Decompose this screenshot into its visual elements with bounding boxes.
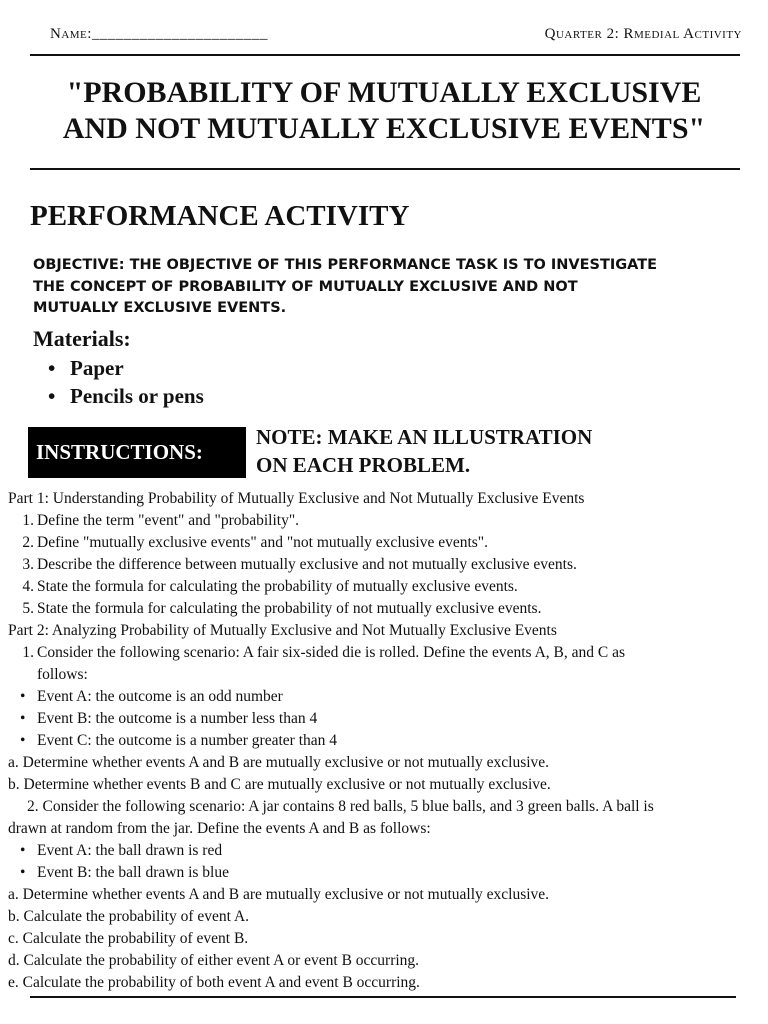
objective-line-1: OBJECTIVE: THE OBJECTIVE OF THIS PERFORMANCE TASK IS TO INVESTIGATE <box>33 257 658 273</box>
section-heading: PERFORMANCE ACTIVITY <box>30 200 410 232</box>
material-item-pencils: • Pencils or pens <box>48 382 204 410</box>
note-line-2: ON EACH PROBLEM. <box>256 453 471 477</box>
material-item-paper: • Paper <box>48 354 204 382</box>
q2-line-2: drawn at random from the jar. Define the events A and B as follows: <box>8 820 431 837</box>
title-line-2: AND NOT MUTUALLY EXCLUSIVE EVENTS" <box>62 112 706 145</box>
part2-title: Part 2: Analyzing Probability of Mutually Exclusive and Not Mutually Exclusive Events <box>8 622 557 639</box>
header-divider <box>30 54 740 56</box>
q2-line-1: 2. Consider the following scenario: A jar contains 8 red balls, 5 blue balls, and 3 green balls. A ball is <box>27 798 654 815</box>
q2-task-b: b. Calculate the probability of event A. <box>8 908 250 925</box>
q2-task-c: c. Calculate the probability of event B. <box>8 930 249 947</box>
objective-line-3: MUTUALLY EXCLUSIVE EVENTS. <box>33 300 287 316</box>
q1-task-b: b. Determine whether events B and C are mutually exclusive or not mutually exclusive. <box>8 776 551 793</box>
title-line-1: "PROBABILITY OF MUTUALLY EXCLUSIVE <box>66 76 702 109</box>
footer-divider <box>30 996 736 998</box>
materials-list <box>48 354 204 410</box>
instructions-label: INSTRUCTIONS: <box>28 427 246 478</box>
page-title <box>0 74 768 148</box>
q2-task-d: d. Calculate the probability of either event A or event B occurring. <box>8 952 420 969</box>
title-divider <box>30 168 740 170</box>
q1-continuation: follows: <box>37 666 88 683</box>
objective-line-2: THE CONCEPT OF PROBABILITY OF MUTUALLY EXCLUSIVE AND NOT <box>33 278 578 295</box>
note-text <box>256 423 592 479</box>
q2-task-e: e. Calculate the probability of both event A and event B occurring. <box>8 974 420 991</box>
note-line-1: NOTE: MAKE AN ILLUSTRATION <box>256 425 593 449</box>
q1-task-a: a. Determine whether events A and B are mutually exclusive or not mutually exclusive. <box>8 754 550 771</box>
objective-text <box>33 255 748 320</box>
quarter-label: Quarter 2: Rmedial Activity <box>544 26 742 42</box>
part1-title: Part 1: Understanding Probability of Mutually Exclusive and Not Mutually Exclusive Events <box>8 490 585 507</box>
q2-task-a: a. Determine whether events A and B are mutually exclusive or not mutually exclusive. <box>8 886 550 903</box>
materials-heading: Materials: <box>33 326 131 351</box>
name-field-label: Name:______________________ <box>50 26 268 42</box>
